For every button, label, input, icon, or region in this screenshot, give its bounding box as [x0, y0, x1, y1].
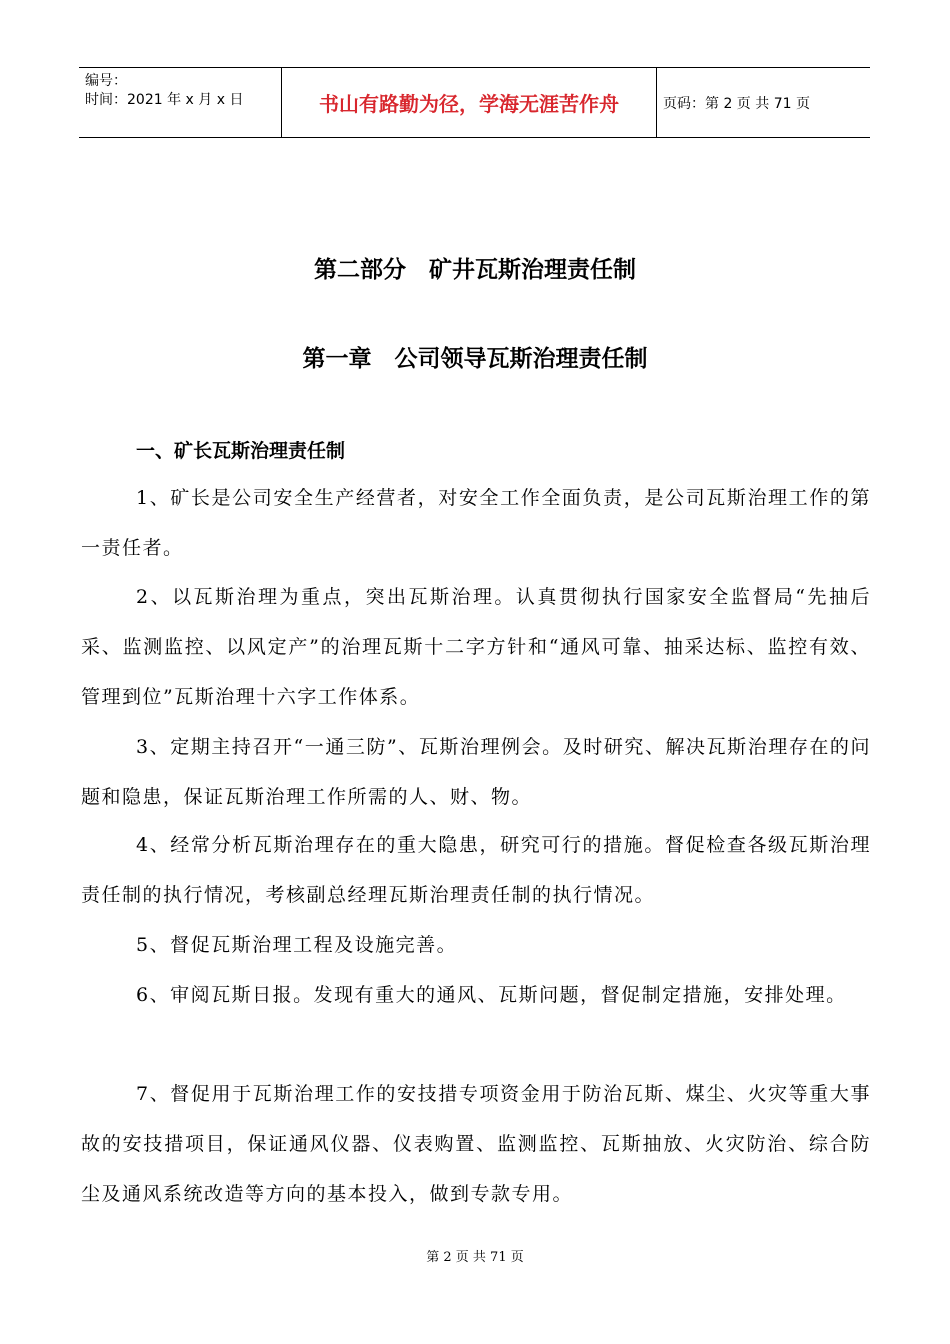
paragraph-2: 2、以瓦斯治理为重点，突出瓦斯治理。认真贯彻执行国家安全监督局“先抽后采、监测监控、以风定产”的治理瓦斯十二字方针和“通风可靠、抽采达标、监控有效、管理到位”瓦斯治理十六字工作体系。	[81, 586, 871, 708]
paragraph-5: 5、督促瓦斯治理工程及设施完善。	[136, 934, 458, 956]
header-page-info: 页码：第 2 页 共 71 页	[663, 95, 810, 112]
paragraph-1: 1、矿长是公司安全生产经营者，对安全工作全面负责，是公司瓦斯治理工作的第一责任者。	[81, 487, 871, 559]
header-meta-cell	[79, 68, 282, 137]
paragraph-6: 6、审阅瓦斯日报。发现有重大的通风、瓦斯问题，督促制定措施，安排处理。	[136, 984, 847, 1006]
paragraph-7: 7、督促用于瓦斯治理工作的安技措专项资金用于防治瓦斯、煤尘、火灾等重大事故的安技措项目，保证通风仪器、仪表购置、监测监控、瓦斯抽放、火灾防治、综合防尘及通风系统改造等方向的基本投入，做到专款专用。	[81, 1083, 871, 1205]
section-heading: 一、矿长瓦斯治理责任制	[136, 440, 346, 462]
part-title: 第二部分 矿井瓦斯治理责任制	[314, 257, 636, 283]
header-page-cell	[657, 68, 870, 137]
page-header	[79, 67, 870, 138]
motto-text: 书山有路勤为径，学海无涯苦作舟	[319, 92, 619, 116]
chapter-title: 第一章 公司领导瓦斯治理责任制	[302, 346, 648, 372]
paragraph-4: 4、经常分析瓦斯治理存在的重大隐患，研究可行的措施。督促检查各级瓦斯治理责任制的执行情况，考核副总经理瓦斯治理责任制的执行情况。	[81, 834, 871, 906]
paragraph-3: 3、定期主持召开“一通三防”、瓦斯治理例会。及时研究、解决瓦斯治理存在的问题和隐患，保证瓦斯治理工作所需的人、财、物。	[81, 736, 871, 808]
document-number-label: 编号：	[85, 73, 127, 89]
header-motto-cell	[282, 68, 657, 137]
page-footer: 第 2 页 共 71 页	[426, 1250, 524, 1265]
document-date-label: 时间：2021 年 x 月 x 日	[85, 92, 244, 108]
